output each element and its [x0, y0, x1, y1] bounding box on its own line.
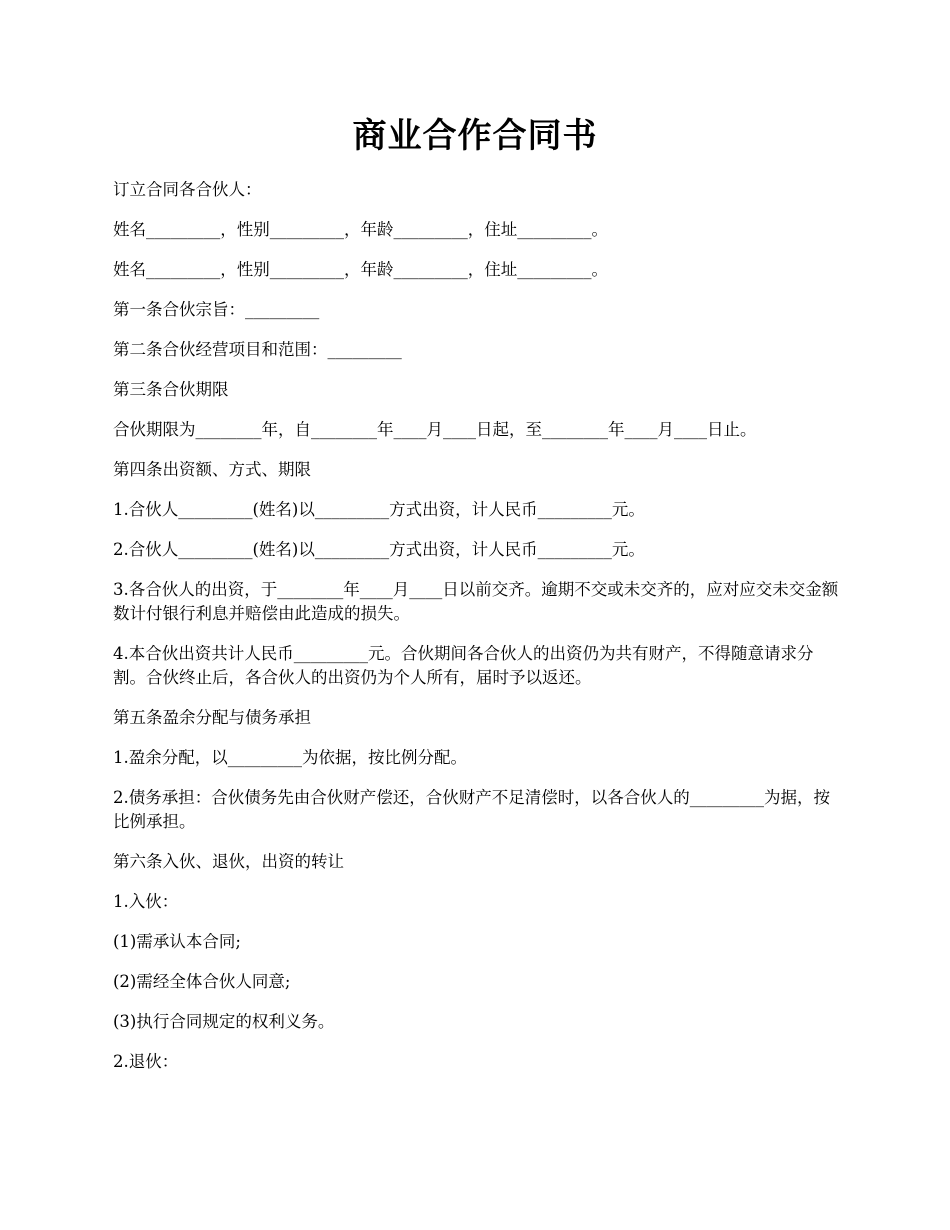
paragraph-partners-intro: 订立合同各合伙人：: [113, 180, 262, 199]
paragraph-article-4-item-2: 2.合伙人_________(姓名)以_________方式出资，计人民币_________元。: [113, 540, 645, 559]
paragraph-partner-2-info: 姓名_________，性别_________，年龄_________，住址_________。: [113, 260, 608, 279]
paragraph-article-2: 第二条合伙经营项目和范围：_________: [113, 340, 402, 359]
paragraph-article-4-item-3: 3.各合伙人的出资，于________年____月____日以前交齐。逾期不交或未交齐的，应对应交未交金额数计付银行利息并赔偿由此造成的损失。: [113, 580, 839, 623]
paragraph-article-5-heading: 第五条盈余分配与债务承担: [113, 708, 311, 727]
paragraph-article-5-item-1: 1.盈余分配，以_________为依据，按比例分配。: [113, 748, 467, 767]
paragraph-article-5-item-2: 2.债务承担：合伙债务先由合伙财产偿还，合伙财产不足清偿时，以各合伙人的_________为据，按比例承担。: [113, 788, 830, 831]
document-title: 商业合作合同书: [352, 116, 598, 156]
document-body: [113, 178, 839, 1090]
paragraph-article-4-heading: 第四条出资额、方式、期限: [113, 460, 311, 479]
paragraph-article-6-item-1-sub-1: (1)需承认本合同;: [113, 932, 241, 951]
paragraph-article-6-item-2: 2.退伙：: [113, 1052, 179, 1071]
paragraph-article-1: 第一条合伙宗旨：_________: [113, 300, 320, 319]
paragraph-article-6-heading: 第六条入伙、退伙，出资的转让: [113, 852, 344, 871]
paragraph-article-6-item-1-sub-2: (2)需经全体合伙人同意;: [113, 972, 291, 991]
paragraph-article-4-item-1: 1.合伙人_________(姓名)以_________方式出资，计人民币_________元。: [113, 500, 645, 519]
paragraph-article-4-item-4: 4.本合伙出资共计人民币_________元。合伙期间各合伙人的出资仍为共有财产，不得随意请求分割。合伙终止后，各合伙人的出资仍为个人所有，届时予以返还。: [113, 644, 814, 687]
paragraph-article-3-heading: 第三条合伙期限: [113, 380, 229, 399]
paragraph-partner-1-info: 姓名_________，性别_________，年龄_________，住址_________。: [113, 220, 608, 239]
paragraph-article-3-term: 合伙期限为________年，自________年____月____日起，至________年____月____日止。: [113, 420, 757, 439]
paragraph-article-6-item-1-sub-3: (3)执行合同规定的权利义务。: [113, 1012, 335, 1031]
paragraph-article-6-item-1: 1.入伙：: [113, 892, 179, 911]
